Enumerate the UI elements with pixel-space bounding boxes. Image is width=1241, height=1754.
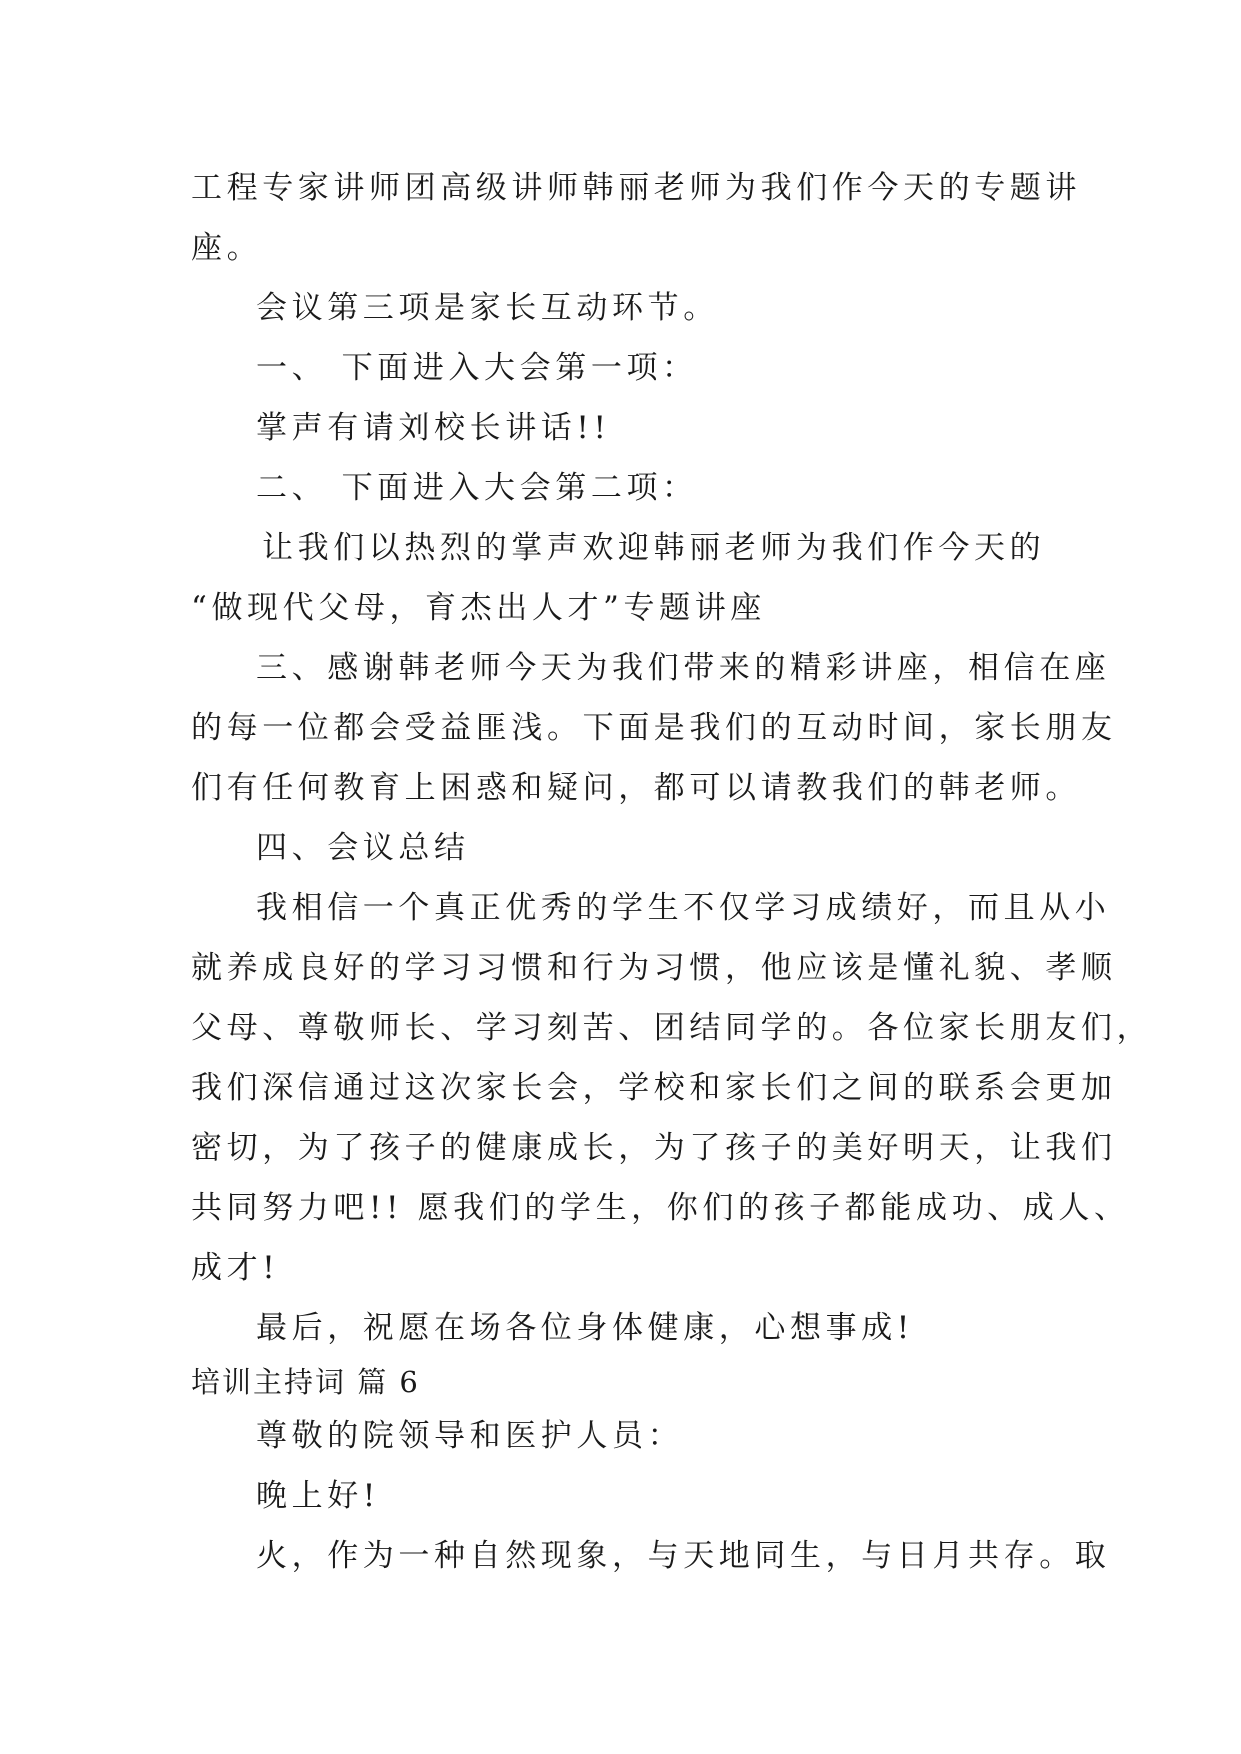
paragraph-line: 就养成良好的学习习惯和行为习惯，他应该是懂礼貌、孝顺	[191, 950, 1117, 986]
paragraph-line: 们有任何教育上困惑和疑问，都可以请教我们的韩老师。	[191, 770, 1081, 806]
paragraph-line: 让我们以热烈的掌声欢迎韩丽老师为我们作今天的	[262, 530, 1046, 566]
paragraph-line: 成才!	[191, 1250, 280, 1286]
paragraph-line: 座。	[191, 230, 263, 266]
paragraph-line: 晚上好!	[256, 1478, 380, 1514]
paragraph-line: 的每一位都会受益匪浅。下面是我们的互动时间，家长朋友	[191, 710, 1117, 746]
section-heading: 培训主持词 篇 6	[191, 1365, 420, 1399]
paragraph-line: 掌声有请刘校长讲话!!	[256, 410, 611, 446]
paragraph-line: 工程专家讲师团高级讲师韩丽老师为我们作今天的专题讲	[191, 170, 1081, 206]
paragraph-line: 会议第三项是家长互动环节。	[256, 290, 719, 326]
paragraph-line: 尊敬的院领导和医护人员：	[256, 1418, 684, 1454]
paragraph-line: 父母、尊敬师长、学习刻苦、团结同学的。各位家长朋友们，	[191, 1010, 1153, 1046]
paragraph-line: 火，作为一种自然现象，与天地同生，与日月共存。取	[256, 1538, 1111, 1574]
paragraph-line: 共同努力吧!! 愿我们的学生，你们的孩子都能成功、成人、	[191, 1190, 1130, 1226]
paragraph-line: “做现代父母，育杰出人才”专题讲座	[191, 590, 766, 626]
paragraph-line: 密切，为了孩子的健康成长，为了孩子的美好明天，让我们	[191, 1130, 1117, 1166]
list-item-heading: 二、 下面进入大会第二项：	[256, 470, 698, 506]
paragraph-line: 三、感谢韩老师今天为我们带来的精彩讲座，相信在座	[256, 650, 1111, 686]
paragraph-line: 我们深信通过这次家长会，学校和家长们之间的联系会更加	[191, 1070, 1117, 1106]
list-item-heading: 四、会议总结	[256, 830, 470, 866]
paragraph-line: 最后，祝愿在场各位身体健康，心想事成!	[256, 1310, 914, 1346]
list-item-heading: 一、 下面进入大会第一项：	[256, 350, 698, 386]
paragraph-line: 我相信一个真正优秀的学生不仅学习成绩好，而且从小	[256, 890, 1111, 926]
